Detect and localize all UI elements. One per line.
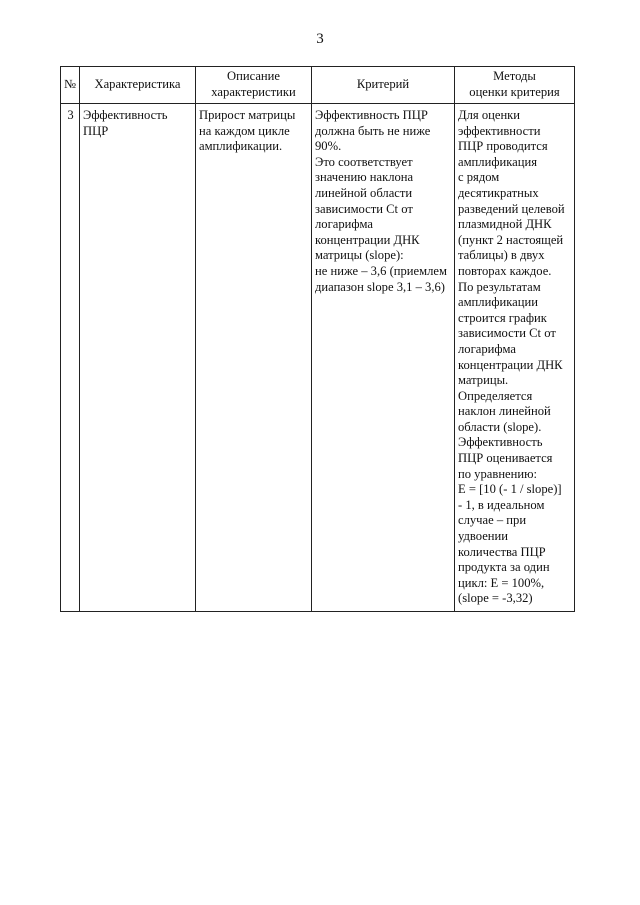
table-header-row <box>61 67 575 104</box>
cell-text-line: зависимости Ct от <box>458 326 556 341</box>
header-methods-line: оценки критерия <box>469 85 560 99</box>
header-description <box>196 67 312 104</box>
cell-text-line: десятикратных <box>458 185 539 200</box>
cell-text-line: Для оценки <box>458 108 521 122</box>
cell-text-line: случае – при <box>458 513 527 528</box>
cell-text-line: ПЦР оценивается <box>458 451 553 466</box>
header-description-line: Описание <box>227 69 280 84</box>
cell-text-line: удвоении <box>458 529 509 544</box>
header-number: № <box>61 67 80 104</box>
cell-text-line: концентрации ДНК <box>315 232 420 247</box>
cell-text-line: разведений целевой <box>458 201 565 216</box>
cell-text-line: Эффективность <box>458 435 543 450</box>
cell-text-line: 90%. <box>315 139 342 154</box>
cell-text-line: цикл: E = 100%, <box>458 575 545 590</box>
cell-text-line: Прирост матрицы <box>199 108 296 122</box>
cell-criterion <box>312 104 455 612</box>
cell-text-line: области (slope). <box>458 419 542 434</box>
cell-text-line: линейной области <box>315 185 413 200</box>
header-methods <box>455 67 575 104</box>
specification-table <box>60 66 575 612</box>
cell-text-line: амплификация <box>458 154 538 169</box>
cell-text-line: Это соответствует <box>315 154 413 169</box>
cell-description <box>196 104 312 612</box>
cell-text-line: По результатам <box>458 279 541 294</box>
cell-text-line: плазмидной ДНК <box>458 217 552 232</box>
header-description-line: характеристики <box>211 85 296 99</box>
header-characteristic: Характеристика <box>80 67 196 104</box>
cell-text-line: (slope = -3,32) <box>458 591 533 606</box>
cell-text-line: количества ПЦР <box>458 544 546 559</box>
cell-text-line: амплификации. <box>199 139 283 154</box>
cell-text-line: на каждом цикле <box>199 123 290 138</box>
cell-text-line: таблицы) в двух <box>458 248 545 263</box>
cell-text-line: Определяется <box>458 388 533 403</box>
cell-text-line: должна быть не ниже <box>315 123 431 138</box>
cell-text-line: Эффективность <box>83 108 168 122</box>
cell-text-line: логарифма <box>315 217 374 232</box>
cell-text-line: концентрации ДНК <box>458 357 563 372</box>
cell-text-line: - 1, в идеальном <box>458 497 545 512</box>
cell-text-line: Эффективность ПЦР <box>315 108 428 122</box>
cell-text-line: (пункт 2 настоящей <box>458 232 564 247</box>
cell-methods <box>455 104 575 612</box>
cell-text-line: логарифма <box>458 341 517 356</box>
cell-text-line: E = [10 (- 1 / slope)] <box>458 482 562 497</box>
cell-text-line: ПЦР проводится <box>458 139 548 154</box>
table-row <box>61 104 575 612</box>
cell-text-line: с рядом <box>458 170 500 185</box>
cell-text-line: наклон линейной <box>458 404 551 419</box>
cell-text-line: матрицы. <box>458 373 509 388</box>
cell-text-line: продукта за один <box>458 560 550 575</box>
cell-characteristic <box>80 104 196 612</box>
cell-text-line: повторах каждое. <box>458 263 552 278</box>
page-number: 3 <box>316 31 324 47</box>
cell-text-line: по уравнению: <box>458 466 538 481</box>
cell-text-line: строится график <box>458 310 547 325</box>
header-criterion: Критерий <box>312 67 455 104</box>
cell-text-line: амплификации <box>458 295 538 310</box>
cell-text-line: зависимости Ct от <box>315 201 413 216</box>
cell-text-line: значению наклона <box>315 170 414 185</box>
cell-text-line: не ниже – 3,6 (приемлем <box>315 263 447 278</box>
cell-text-line: матрицы (slope): <box>315 248 404 263</box>
cell-number: 3 <box>61 104 80 612</box>
cell-text-line: диапазон slope 3,1 – 3,6) <box>315 279 445 294</box>
header-methods-line: Методы <box>493 69 536 84</box>
cell-text-line: эффективности <box>458 123 541 138</box>
cell-text-line: ПЦР <box>83 123 109 138</box>
